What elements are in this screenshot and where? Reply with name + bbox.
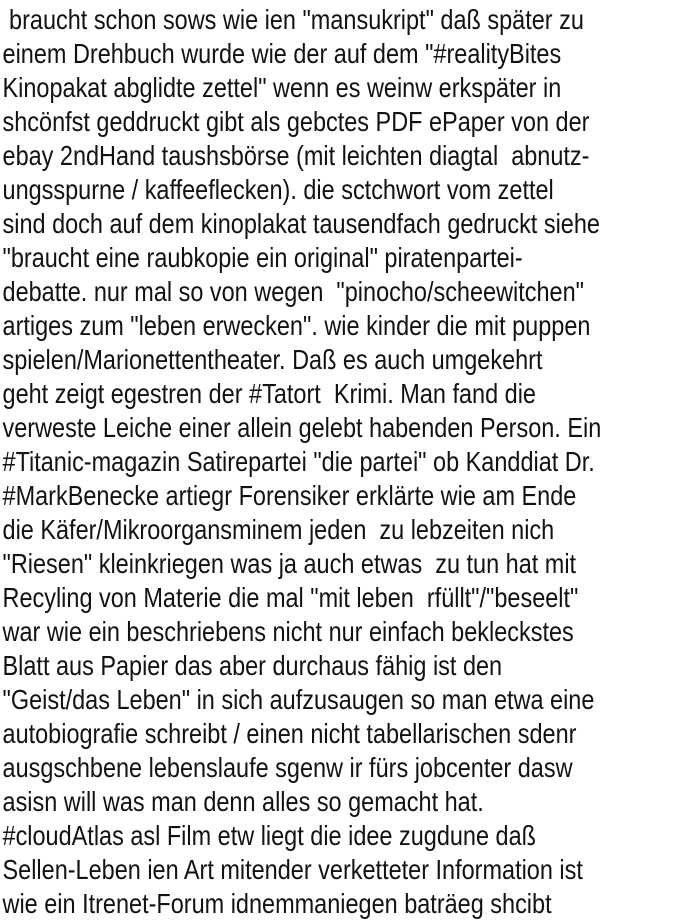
text-line-21: "Geist/das Leben" in sich aufzusaugen so man etwa eine (2, 684, 595, 715)
text-line-12: geht zeigt egestren der #Tatort Krimi. Man fand die (2, 378, 536, 409)
text-line-11: spielen/Marionettentheater. Daß es auch umgekehrt (2, 344, 543, 375)
text-line-3: Kinopakat abglidte zettel" wenn es weinw erkspäter in (2, 72, 562, 103)
text-line-17: "Riesen" kleinkriegen was ja auch etwas zu tun hat mit (2, 548, 577, 579)
text-line-9: debatte. nur mal so von wegen "pinocho/scheewitchen" (2, 276, 584, 307)
text-line-24: asisn will was man denn alles so gemacht hat. (2, 786, 484, 817)
text-line-26: Sellen-Leben ien Art mitender verketteter Information ist (2, 854, 583, 885)
text-line-18: Recyling von Materie die mal "mit leben rfüllt"/"beseelt" (2, 582, 579, 613)
text-line-25: #cloudAtlas asl Film etw liegt die idee zugdune daß (2, 820, 536, 851)
text-line-2: einem Drehbuch wurde wie der auf dem "#realityBites (2, 38, 562, 69)
text-line-7: sind doch auf dem kinoplakat tausendfach gedruckt siehe (2, 208, 600, 239)
text-line-14: #Titanic-magazin Satirepartei "die partei" ob Kanddiat Dr. (2, 446, 595, 477)
text-line-1: braucht schon sows wie ien "mansukript" daß später zu (2, 4, 584, 35)
text-line-23: ausgschbene lebenslaufe sgenw ir fürs jobcenter dasw (2, 752, 573, 783)
text-line-8: "braucht eine raubkopie ein original" piratenpartei- (2, 242, 523, 273)
text-line-4: shcönfst geddruckt gibt als gebctes PDF ePaper von der (2, 106, 590, 137)
text-line-6: ungsspurne / kaffeeflecken). die sctchwort vom zettel (2, 174, 554, 205)
text-line-10: artiges zum "leben erwecken". wie kinder die mit puppen (2, 310, 591, 341)
text-line-13: verweste Leiche einer allein gelebt habenden Person. Ein (2, 412, 602, 443)
text-line-5: ebay 2ndHand taushsbörse (mit leichten diagtal abnutz- (2, 140, 590, 171)
text-line-20: Blatt aus Papier das aber durchaus fähig ist den (2, 650, 503, 681)
text-line-15: #MarkBenecke artiegr Forensiker erklärte wie am Ende (2, 480, 577, 511)
text-line-27: wie ein Itrenet-Forum idnemmaniegen baträeg shcibt (2, 888, 552, 919)
text-line-16: die Käfer/Mikroorgansminem jeden zu lebzeiten nich (2, 514, 555, 545)
text-line-22: autobiografie schreibt / einen nicht tabellarischen sdenr (2, 718, 577, 749)
text-line-19: war wie ein beschriebens nicht nur einfach bekleckstes (2, 616, 574, 647)
